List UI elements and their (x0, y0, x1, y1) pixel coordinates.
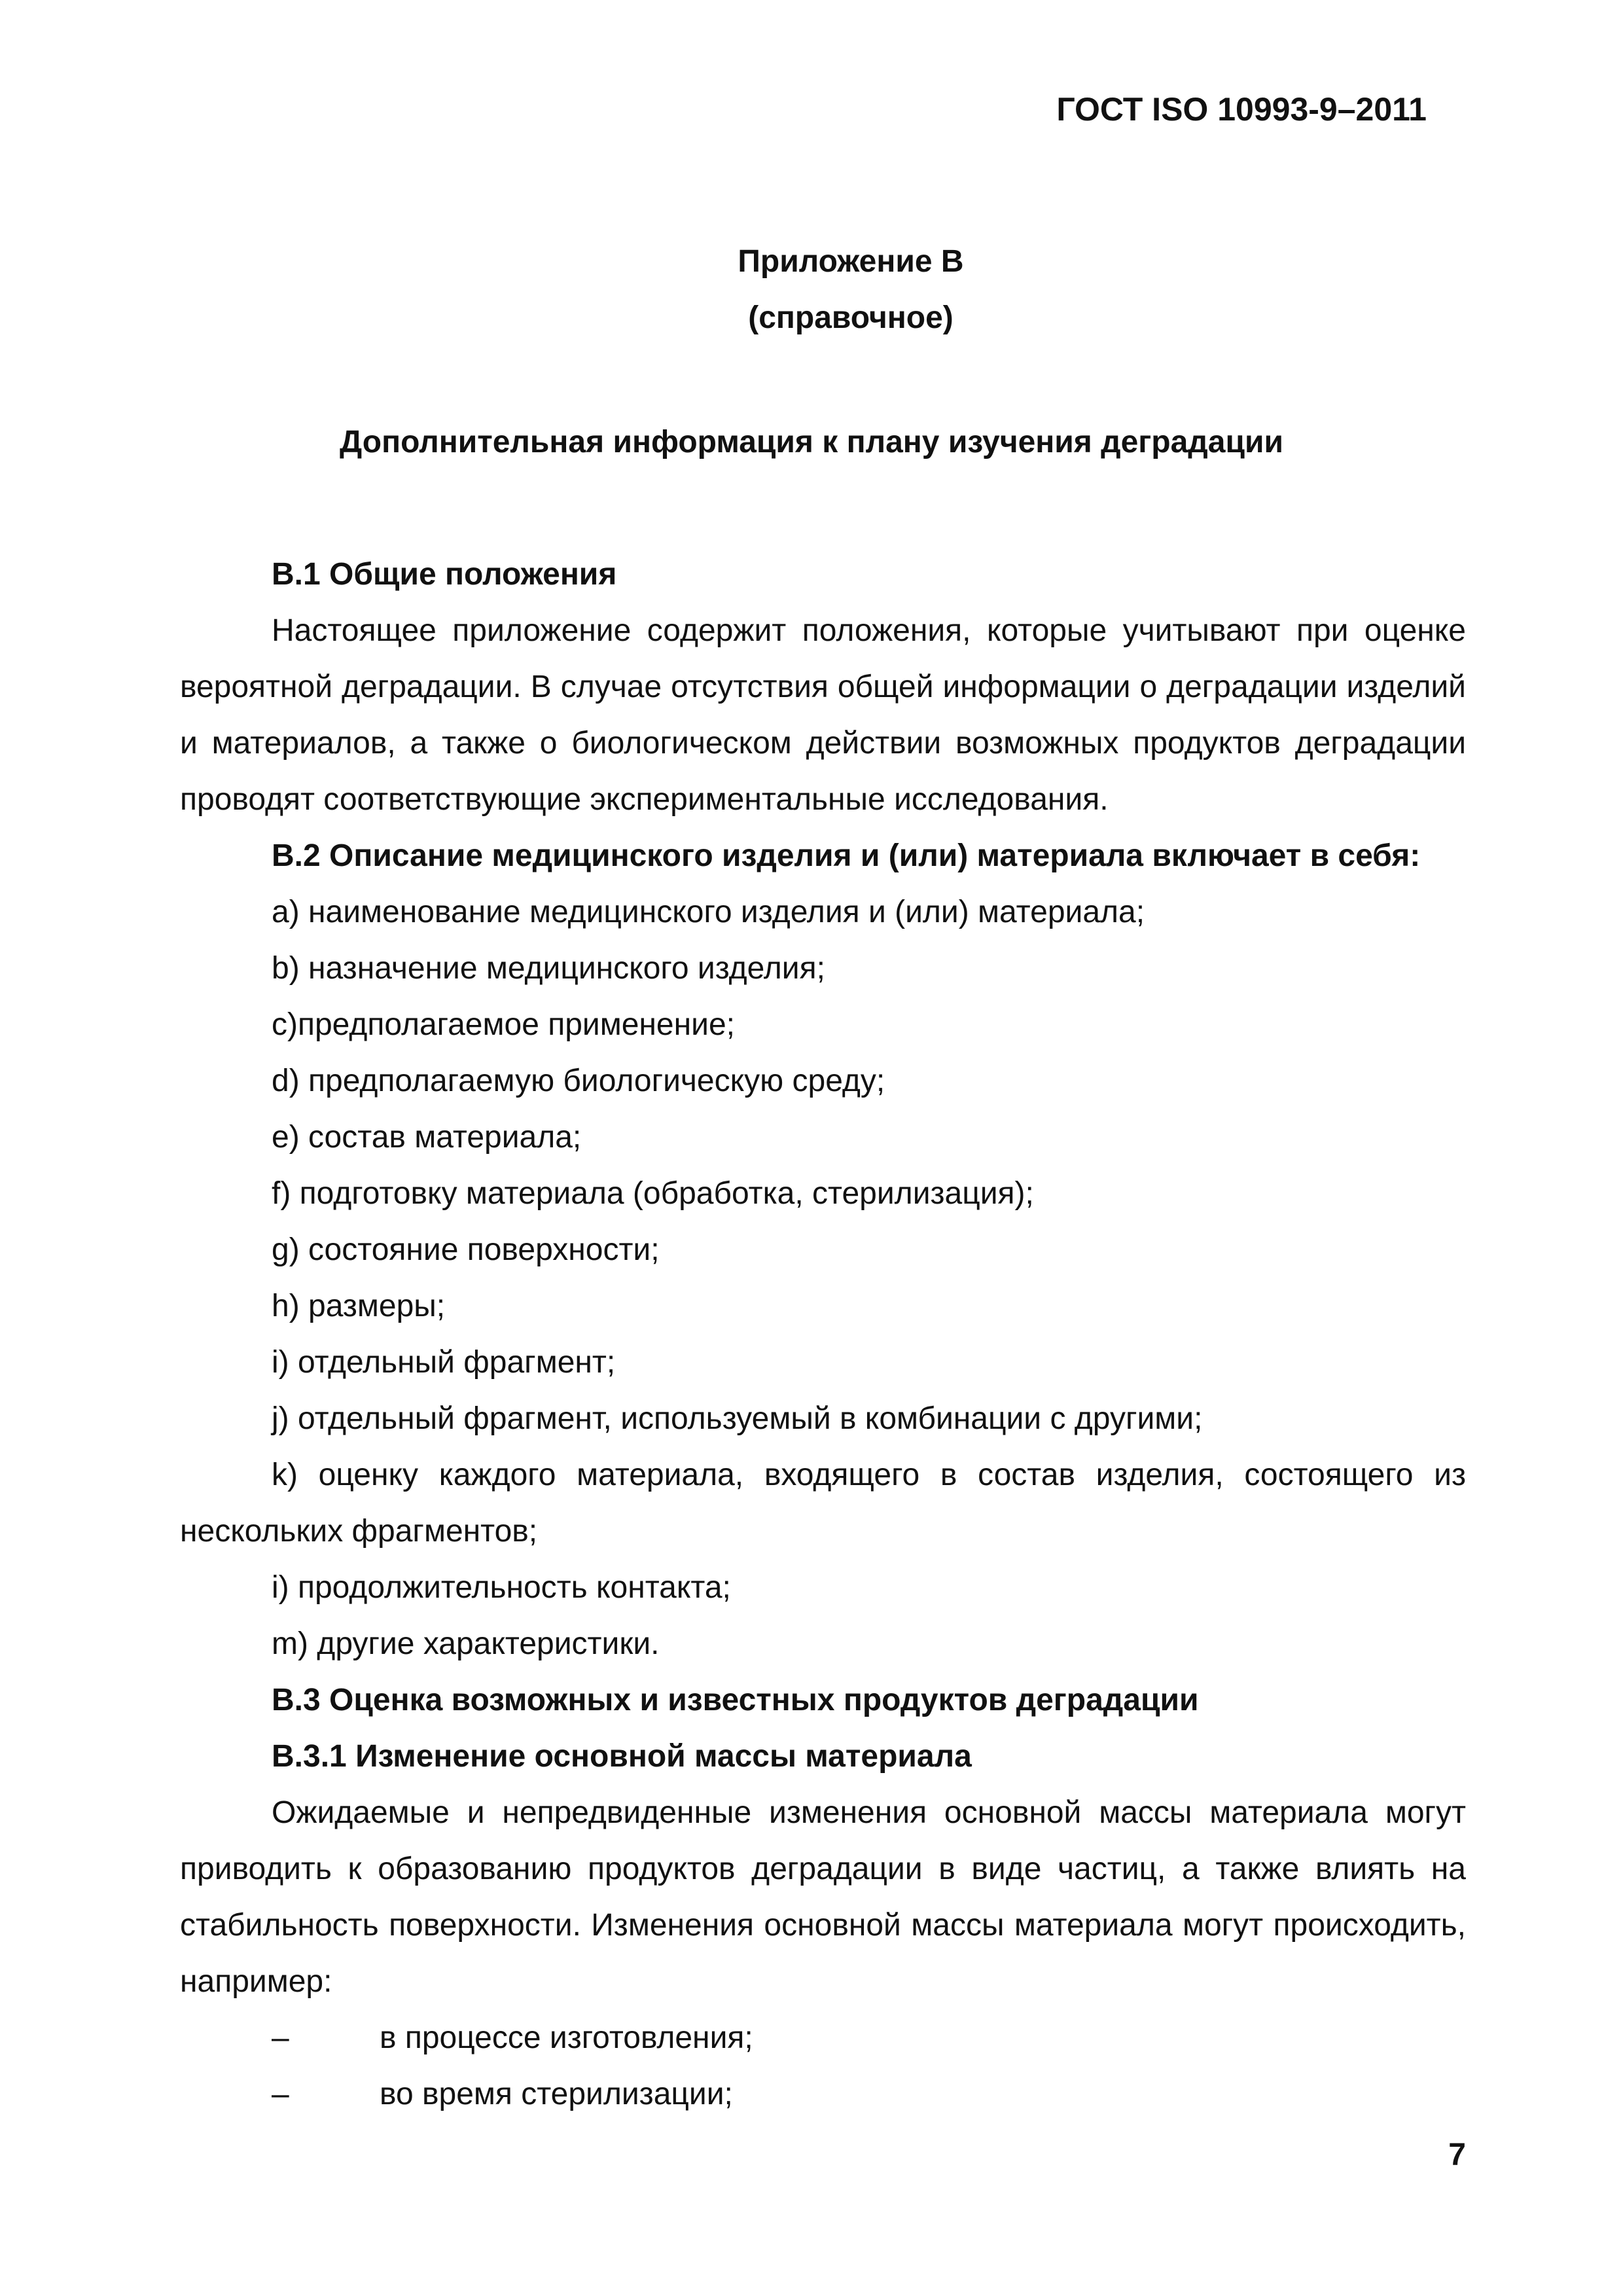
dash-marker: – (272, 2077, 289, 2111)
list-item: j) отдельный фрагмент, используемый в комбинации с другими; (272, 1401, 1203, 1436)
list-item: b) назначение медицинского изделия; (272, 951, 825, 986)
bullet-text: во время стерилизации; (380, 2077, 733, 2111)
section-b3-1-title: В.3.1 Изменение основной массы материала (272, 1739, 972, 1774)
list-item: d) предполагаемую биологическую среду; (272, 1064, 885, 1098)
list-item: i) отдельный фрагмент; (272, 1345, 616, 1380)
section-b3-title: В.3 Оценка возможных и известных продуктов деградации (272, 1683, 1199, 1717)
document-body (180, 547, 1466, 2123)
appendix-title: Приложение В (738, 244, 964, 279)
bullet-item (180, 2010, 1466, 2066)
list-item: c)предполагаемое применение; (272, 1007, 735, 1042)
page-number: 7 (1448, 2138, 1466, 2172)
section-b3-1-text: Ожидаемые и непредвиденные изменения основной массы материала могут приводить к образованию продуктов деградации в виде частиц, а также влиять на стабильность поверхности. Изменения основной массы материала могут происходить, например: (180, 1795, 1466, 1999)
bullet-item (180, 2066, 1466, 2123)
section-b2-list (180, 884, 1466, 1672)
list-item: f) подготовку материала (обработка, стерилизация); (272, 1176, 1034, 1211)
section-b1-text: Настоящее приложение содержит положения, которые учитывают при оценке вероятной деградации. В случае отсутствия общей информации о деградации изделий и материалов, а также о биологическом действии возможных продуктов деградации проводят соответствующие экспериментальные исследования. (180, 613, 1466, 817)
section-b2-title: В.2 Описание медицинского изделия и (или) материала включает в себя: (272, 838, 1421, 873)
list-item: m) другие характеристики. (272, 1626, 660, 1661)
list-item: i) продолжительность контакта; (272, 1570, 731, 1605)
list-item: е) состав материала; (272, 1120, 582, 1155)
section-b1-title: В.1 Общие положения (272, 557, 617, 592)
appendix-subtitle: (справочное) (748, 300, 954, 335)
list-item: h) размеры; (272, 1289, 446, 1323)
list-item: g) состояние поверхности; (272, 1232, 660, 1267)
standard-number: ГОСТ ISO 10993-9–2011 (1056, 91, 1427, 128)
list-item: а) наименование медицинского изделия и (или) материала; (272, 895, 1145, 929)
list-item: k) оценку каждого материала, входящего в состав изделия, состоящего из нескольких фрагментов; (180, 1458, 1466, 1549)
appendix-heading: Дополнительная информация к плану изучения деградации (340, 425, 1283, 459)
dash-marker: – (272, 2020, 289, 2055)
bullet-text: в процессе изготовления; (380, 2020, 753, 2055)
